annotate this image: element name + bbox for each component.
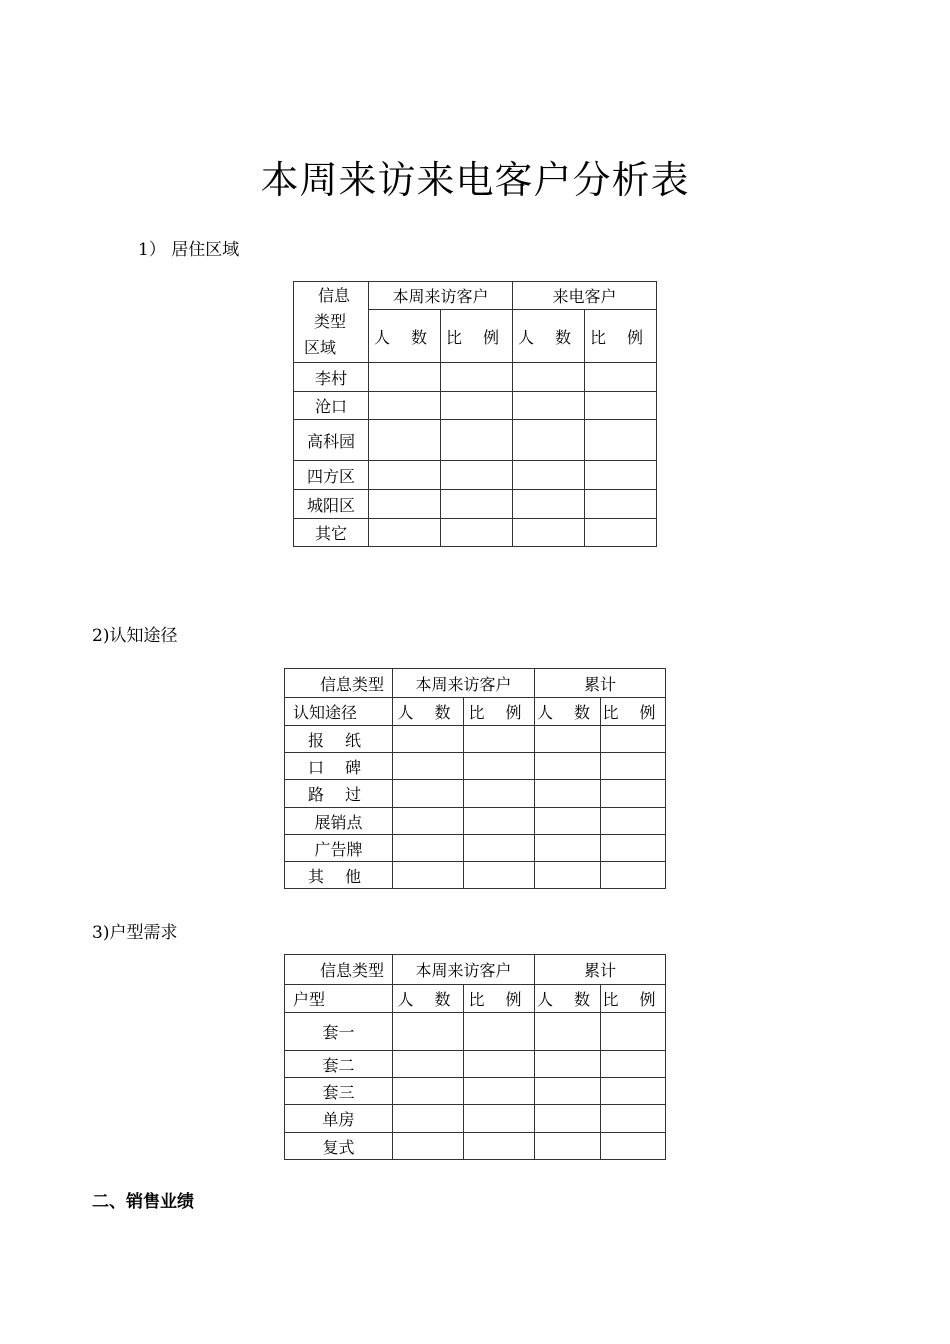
table-row — [285, 1078, 666, 1105]
row-label: 城阳区 — [294, 490, 369, 519]
table-row — [285, 753, 666, 780]
data-cell[interactable] — [535, 1051, 601, 1078]
table-row — [285, 862, 666, 889]
data-cell[interactable] — [393, 1013, 464, 1051]
table-corner-header — [294, 282, 369, 363]
sub-header-ratio: 比 例 — [441, 310, 513, 363]
data-cell[interactable] — [585, 461, 657, 490]
table-row — [285, 1133, 666, 1160]
data-cell[interactable] — [535, 726, 601, 753]
corner-label-info: 信息 — [318, 286, 351, 305]
table-row — [294, 519, 657, 547]
data-cell[interactable] — [535, 835, 601, 862]
data-cell[interactable] — [464, 780, 535, 808]
table-row — [285, 808, 666, 835]
data-cell[interactable] — [513, 363, 585, 392]
data-cell[interactable] — [601, 1013, 666, 1051]
data-cell[interactable] — [369, 519, 441, 547]
data-cell[interactable] — [535, 808, 601, 835]
corner-header-bottom: 户型 — [285, 985, 393, 1013]
table-row — [285, 1105, 666, 1133]
data-cell[interactable] — [464, 753, 535, 780]
row-label: 报 纸 — [285, 726, 393, 753]
data-cell[interactable] — [535, 780, 601, 808]
corner-header-top: 信息类型 — [285, 669, 393, 698]
data-cell[interactable] — [441, 392, 513, 420]
row-label: 其 他 — [285, 862, 393, 889]
data-cell[interactable] — [585, 519, 657, 547]
data-cell[interactable] — [393, 726, 464, 753]
data-cell[interactable] — [393, 862, 464, 889]
data-cell[interactable] — [601, 1078, 666, 1105]
row-label: 路 过 — [285, 780, 393, 808]
data-cell[interactable] — [535, 1133, 601, 1160]
data-cell[interactable] — [585, 490, 657, 519]
row-label: 高科园 — [294, 420, 369, 461]
corner-header-bottom: 认知途径 — [285, 698, 393, 726]
data-cell[interactable] — [393, 835, 464, 862]
group-header-cumulative: 累计 — [535, 669, 666, 698]
corner-label-type: 类型 — [314, 312, 347, 331]
data-cell[interactable] — [464, 1051, 535, 1078]
sub-header-ratio: 比 例 — [601, 985, 666, 1013]
table-row — [294, 363, 657, 392]
data-cell[interactable] — [601, 808, 666, 835]
data-cell[interactable] — [464, 726, 535, 753]
data-cell[interactable] — [601, 753, 666, 780]
table-row — [285, 726, 666, 753]
residence-table — [293, 281, 657, 547]
unit-type-table — [284, 954, 666, 1160]
data-cell[interactable] — [601, 1051, 666, 1078]
table-row — [285, 1013, 666, 1051]
table-row — [285, 835, 666, 862]
group-header-callers: 来电客户 — [513, 282, 657, 310]
data-cell[interactable] — [513, 392, 585, 420]
sub-header-count: 人 数 — [393, 985, 464, 1013]
data-cell[interactable] — [601, 862, 666, 889]
sub-header-ratio: 比 例 — [464, 985, 535, 1013]
sub-header-count: 人 数 — [393, 698, 464, 726]
data-cell[interactable] — [393, 753, 464, 780]
data-cell[interactable] — [601, 780, 666, 808]
sub-header-count: 人 数 — [535, 985, 601, 1013]
awareness-table — [284, 668, 666, 889]
data-cell[interactable] — [535, 1013, 601, 1051]
data-cell[interactable] — [464, 1013, 535, 1051]
table-row — [285, 780, 666, 808]
data-cell[interactable] — [601, 1105, 666, 1133]
table-row — [285, 1051, 666, 1078]
data-cell[interactable] — [441, 461, 513, 490]
data-cell[interactable] — [535, 1078, 601, 1105]
data-cell[interactable] — [393, 808, 464, 835]
data-cell[interactable] — [585, 363, 657, 392]
data-cell[interactable] — [369, 363, 441, 392]
row-label: 套二 — [285, 1051, 393, 1078]
data-cell[interactable] — [601, 1133, 666, 1160]
data-cell[interactable] — [535, 1105, 601, 1133]
data-cell[interactable] — [441, 363, 513, 392]
data-cell[interactable] — [464, 1078, 535, 1105]
row-label: 套三 — [285, 1078, 393, 1105]
data-cell[interactable] — [513, 519, 585, 547]
data-cell[interactable] — [513, 461, 585, 490]
data-cell[interactable] — [601, 835, 666, 862]
row-label: 复式 — [285, 1133, 393, 1160]
data-cell[interactable] — [464, 862, 535, 889]
table-row — [294, 392, 657, 420]
data-cell[interactable] — [369, 392, 441, 420]
row-label: 套一 — [285, 1013, 393, 1051]
group-header-visitors: 本周来访客户 — [393, 955, 535, 985]
data-cell[interactable] — [464, 835, 535, 862]
data-cell[interactable] — [513, 420, 585, 461]
row-label: 其它 — [294, 519, 369, 547]
data-cell[interactable] — [393, 1133, 464, 1160]
data-cell[interactable] — [393, 1105, 464, 1133]
page-title: 本周来访来电客户分析表 — [260, 158, 690, 202]
group-header-visitors: 本周来访客户 — [393, 669, 535, 698]
sub-header-count: 人 数 — [513, 310, 585, 363]
data-cell[interactable] — [441, 490, 513, 519]
row-label: 四方区 — [294, 461, 369, 490]
group-header-visitors: 本周来访客户 — [369, 282, 513, 310]
sub-header-count: 人 数 — [369, 310, 441, 363]
section-heading-awareness: 2)认知途径 — [92, 626, 178, 646]
data-cell[interactable] — [585, 420, 657, 461]
data-cell[interactable] — [464, 808, 535, 835]
data-cell[interactable] — [441, 519, 513, 547]
data-cell[interactable] — [535, 753, 601, 780]
row-label: 口 碑 — [285, 753, 393, 780]
row-label: 李村 — [294, 363, 369, 392]
data-cell[interactable] — [601, 726, 666, 753]
data-cell[interactable] — [369, 461, 441, 490]
data-cell[interactable] — [393, 1051, 464, 1078]
row-label: 沧口 — [294, 392, 369, 420]
section-heading-residence: 1） 居住区域 — [138, 240, 240, 260]
corner-header-top: 信息类型 — [285, 955, 393, 985]
table-row — [294, 461, 657, 490]
row-label: 展销点 — [285, 808, 393, 835]
data-cell[interactable] — [393, 1078, 464, 1105]
table-row — [294, 490, 657, 519]
sub-header-ratio: 比 例 — [464, 698, 535, 726]
data-cell[interactable] — [441, 420, 513, 461]
data-cell[interactable] — [535, 862, 601, 889]
row-label: 单房 — [285, 1105, 393, 1133]
row-label: 广告牌 — [285, 835, 393, 862]
section-heading-sales-performance: 二、销售业绩 — [92, 1192, 194, 1212]
data-cell[interactable] — [369, 420, 441, 461]
group-header-cumulative: 累计 — [535, 955, 666, 985]
sub-header-ratio: 比 例 — [585, 310, 657, 363]
data-cell[interactable] — [464, 1133, 535, 1160]
section-heading-unit-type: 3)户型需求 — [92, 923, 178, 943]
data-cell[interactable] — [393, 780, 464, 808]
data-cell[interactable] — [513, 490, 585, 519]
table-row — [294, 420, 657, 461]
corner-label-area: 区域 — [304, 338, 337, 357]
data-cell[interactable] — [369, 490, 441, 519]
data-cell[interactable] — [464, 1105, 535, 1133]
sub-header-count: 人 数 — [535, 698, 601, 726]
sub-header-ratio: 比 例 — [601, 698, 666, 726]
data-cell[interactable] — [585, 392, 657, 420]
